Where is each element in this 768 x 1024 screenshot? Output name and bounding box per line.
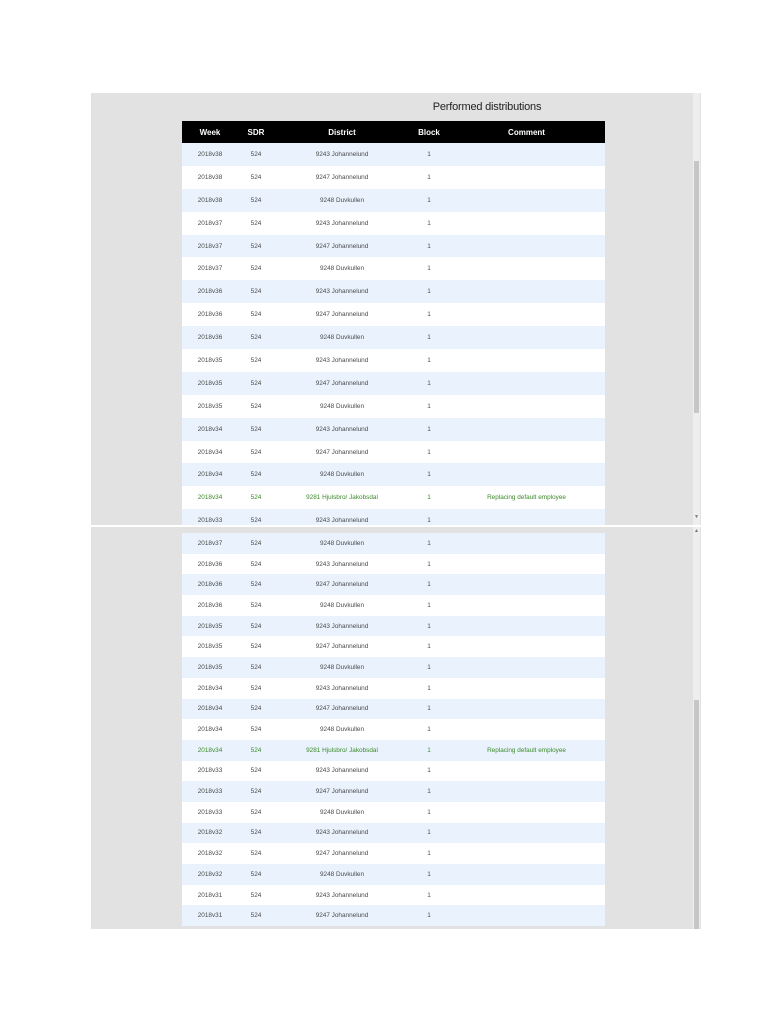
cell-sdr: 524 [250,746,262,754]
cell-block: 1 [427,622,431,630]
table-row[interactable] [182,235,605,258]
cell-sdr: 524 [250,870,262,878]
table-row[interactable] [182,212,605,235]
cell-week: 2018v36 [197,334,223,342]
cell-week: 2018v35 [197,663,223,671]
vertical-scrollbar[interactable] [693,527,700,929]
table-row[interactable] [182,441,605,464]
cell-sdr: 524 [250,912,262,920]
table-row[interactable] [182,761,605,782]
cell-block: 1 [427,311,431,319]
scrollbar-thumb[interactable] [694,700,699,929]
cell-block: 1 [427,150,431,158]
table-row[interactable] [182,657,605,678]
cell-sdr: 524 [250,494,262,502]
cell-week: 2018v33 [197,788,223,796]
cell-sdr: 524 [250,663,262,671]
cell-week: 2018v32 [197,850,223,858]
cell-week: 2018v33 [197,517,223,525]
cell-sdr: 524 [250,622,262,630]
column-header-comment[interactable]: Comment [508,127,545,137]
cell-district: 9247 Johannelund [315,643,369,651]
scrollbar-thumb[interactable] [694,161,699,413]
cell-sdr: 524 [250,767,262,775]
table-row[interactable] [182,616,605,637]
cell-sdr: 524 [250,334,262,342]
column-header-sdr[interactable]: SDR [247,127,265,137]
cell-district: 9243 Johannelund [315,560,369,568]
table-row[interactable] [182,905,605,926]
cell-block: 1 [427,788,431,796]
table-row[interactable] [182,719,605,740]
cell-district: 9248 Duvkullen [319,402,365,410]
cell-district: 9243 Johannelund [315,891,369,899]
table-body [182,143,605,525]
cell-district: 9248 Duvkullen [319,808,365,816]
cell-sdr: 524 [250,788,262,796]
cell-week: 2018v37 [197,242,223,250]
cell-week: 2018v35 [197,356,223,364]
cell-week: 2018v35 [197,643,223,651]
cell-district: 9247 Johannelund [315,705,369,713]
cell-block: 1 [427,242,431,250]
cell-district: 9281 Hjulsbro/ Jakobsdal [306,746,378,754]
cell-block: 1 [427,471,431,479]
cell-block: 1 [427,517,431,525]
cell-sdr: 524 [250,402,262,410]
table-row[interactable] [182,885,605,906]
cell-sdr: 524 [250,379,262,387]
column-header-block[interactable]: Block [418,127,440,137]
cell-block: 1 [427,265,431,273]
page-title: Performed distributions [432,101,542,113]
table-row[interactable] [182,280,605,303]
cell-sdr: 524 [250,173,262,181]
cell-district: 9243 Johannelund [315,150,369,158]
table-row[interactable] [182,418,605,441]
cell-block: 1 [427,829,431,837]
cell-district: 9248 Duvkullen [319,196,365,204]
cell-district: 9247 Johannelund [315,788,369,796]
cell-week: 2018v35 [197,622,223,630]
cell-district: 9248 Duvkullen [319,726,365,734]
cell-sdr: 524 [250,829,262,837]
cell-district: 9243 Johannelund [315,767,369,775]
cell-district: 9248 Duvkullen [319,539,365,547]
table-row[interactable] [182,349,605,372]
cell-block: 1 [427,850,431,858]
table-row[interactable] [182,326,605,349]
cell-sdr: 524 [250,539,262,547]
cell-district: 9243 Johannelund [315,288,369,296]
cell-block: 1 [427,643,431,651]
cell-week: 2018v36 [197,581,223,589]
cell-block: 1 [427,196,431,204]
table-row[interactable] [182,636,605,657]
table-row[interactable] [182,395,605,418]
cell-sdr: 524 [250,219,262,227]
cell-week: 2018v37 [197,219,223,227]
table-row[interactable] [182,699,605,720]
cell-week: 2018v32 [197,870,223,878]
cell-block: 1 [427,767,431,775]
cell-block: 1 [427,425,431,433]
table-row[interactable] [182,554,605,575]
column-header-week[interactable]: Week [199,127,221,137]
cell-sdr: 524 [250,448,262,456]
cell-sdr: 524 [250,808,262,816]
cell-week: 2018v33 [197,767,223,775]
cell-week: 2018v36 [197,288,223,296]
cell-district: 9243 Johannelund [315,684,369,692]
distributions-table [182,121,605,525]
cell-block: 1 [427,379,431,387]
cell-block: 1 [427,891,431,899]
cell-district: 9243 Johannelund [315,517,369,525]
cell-comment: Replacing default employee [487,494,566,502]
cell-week: 2018v34 [197,746,223,754]
cell-sdr: 524 [250,891,262,899]
cell-district: 9243 Johannelund [315,219,369,227]
cell-sdr: 524 [250,601,262,609]
cell-week: 2018v35 [197,379,223,387]
cell-sdr: 524 [250,581,262,589]
cell-block: 1 [427,684,431,692]
cell-block: 1 [427,808,431,816]
table-row[interactable] [182,802,605,823]
cell-district: 9247 Johannelund [315,850,369,858]
cell-block: 1 [427,334,431,342]
cell-week: 2018v34 [197,726,223,734]
cell-sdr: 524 [250,850,262,858]
cell-sdr: 524 [250,517,262,525]
cell-comment: Replacing default employee [487,746,566,754]
scroll-down-arrow-icon[interactable]: ▼ [694,514,699,520]
cell-block: 1 [427,726,431,734]
cell-week: 2018v33 [197,808,223,816]
cell-district: 9247 Johannelund [315,581,369,589]
cell-district: 9247 Johannelund [315,912,369,920]
scroll-up-arrow-icon[interactable]: ▲ [694,528,699,534]
cell-week: 2018v35 [197,402,223,410]
cell-week: 2018v37 [197,265,223,273]
cell-district: 9243 Johannelund [315,425,369,433]
cell-block: 1 [427,601,431,609]
cell-block: 1 [427,288,431,296]
table-row[interactable] [182,372,605,395]
cell-district: 9243 Johannelund [315,622,369,630]
cell-sdr: 524 [250,560,262,568]
cell-week: 2018v34 [197,448,223,456]
cell-district: 9247 Johannelund [315,379,369,387]
cell-sdr: 524 [250,726,262,734]
cell-district: 9248 Duvkullen [319,870,365,878]
cell-sdr: 524 [250,288,262,296]
cell-week: 2018v34 [197,471,223,479]
cell-block: 1 [427,539,431,547]
cell-week: 2018v31 [197,891,223,899]
cell-week: 2018v34 [197,705,223,713]
cell-week: 2018v31 [197,912,223,920]
cell-district: 9247 Johannelund [315,173,369,181]
cell-district: 9247 Johannelund [315,311,369,319]
table-row[interactable] [182,509,605,525]
cell-block: 1 [427,356,431,364]
cell-block: 1 [427,402,431,410]
vertical-scrollbar[interactable] [693,93,700,525]
cell-sdr: 524 [250,150,262,158]
table-row[interactable] [182,864,605,885]
cell-district: 9243 Johannelund [315,356,369,364]
table-row[interactable] [182,166,605,189]
table-row[interactable] [182,740,605,761]
cell-sdr: 524 [250,425,262,433]
table-row[interactable] [182,533,605,554]
cell-sdr: 524 [250,684,262,692]
cell-sdr: 524 [250,242,262,250]
cell-sdr: 524 [250,196,262,204]
column-header-district[interactable]: District [328,127,356,137]
cell-block: 1 [427,448,431,456]
cell-district: 9248 Duvkullen [319,334,365,342]
cell-district: 9248 Duvkullen [319,601,365,609]
table-row[interactable] [182,303,605,326]
cell-district: 9248 Duvkullen [319,663,365,671]
table-row[interactable] [182,143,605,166]
cell-week: 2018v38 [197,196,223,204]
cell-district: 9247 Johannelund [315,448,369,456]
cell-district: 9281 Hjulsbro/ Jakobsdal [306,494,378,502]
cell-week: 2018v38 [197,173,223,181]
cell-sdr: 524 [250,705,262,713]
cell-sdr: 524 [250,265,262,273]
table-row[interactable] [182,595,605,616]
cell-district: 9247 Johannelund [315,242,369,250]
cell-sdr: 524 [250,643,262,651]
table-body [182,533,605,926]
cell-district: 9248 Duvkullen [319,471,365,479]
cell-week: 2018v34 [197,494,223,502]
cell-week: 2018v36 [197,560,223,568]
cell-week: 2018v36 [197,601,223,609]
table-row[interactable] [182,189,605,212]
distributions-pane-top [91,93,701,525]
distributions-table-continued [182,533,605,926]
cell-block: 1 [427,705,431,713]
cell-sdr: 524 [250,311,262,319]
table-header [182,121,605,143]
cell-sdr: 524 [250,356,262,364]
table-row[interactable] [182,781,605,802]
table-row[interactable] [182,823,605,844]
cell-block: 1 [427,494,431,502]
cell-week: 2018v34 [197,425,223,433]
cell-sdr: 524 [250,471,262,479]
cell-district: 9243 Johannelund [315,829,369,837]
cell-week: 2018v37 [197,539,223,547]
table-row[interactable] [182,843,605,864]
cell-block: 1 [427,560,431,568]
cell-block: 1 [427,663,431,671]
cell-week: 2018v34 [197,684,223,692]
cell-district: 9248 Duvkullen [319,265,365,273]
cell-block: 1 [427,173,431,181]
cell-block: 1 [427,912,431,920]
table-row[interactable] [182,463,605,486]
table-row[interactable] [182,574,605,595]
table-row[interactable] [182,486,605,509]
cell-block: 1 [427,746,431,754]
cell-block: 1 [427,219,431,227]
cell-week: 2018v36 [197,311,223,319]
distributions-pane-bottom [91,527,701,929]
table-row[interactable] [182,257,605,280]
cell-week: 2018v32 [197,829,223,837]
cell-block: 1 [427,870,431,878]
cell-block: 1 [427,581,431,589]
table-row[interactable] [182,678,605,699]
cell-week: 2018v38 [197,150,223,158]
